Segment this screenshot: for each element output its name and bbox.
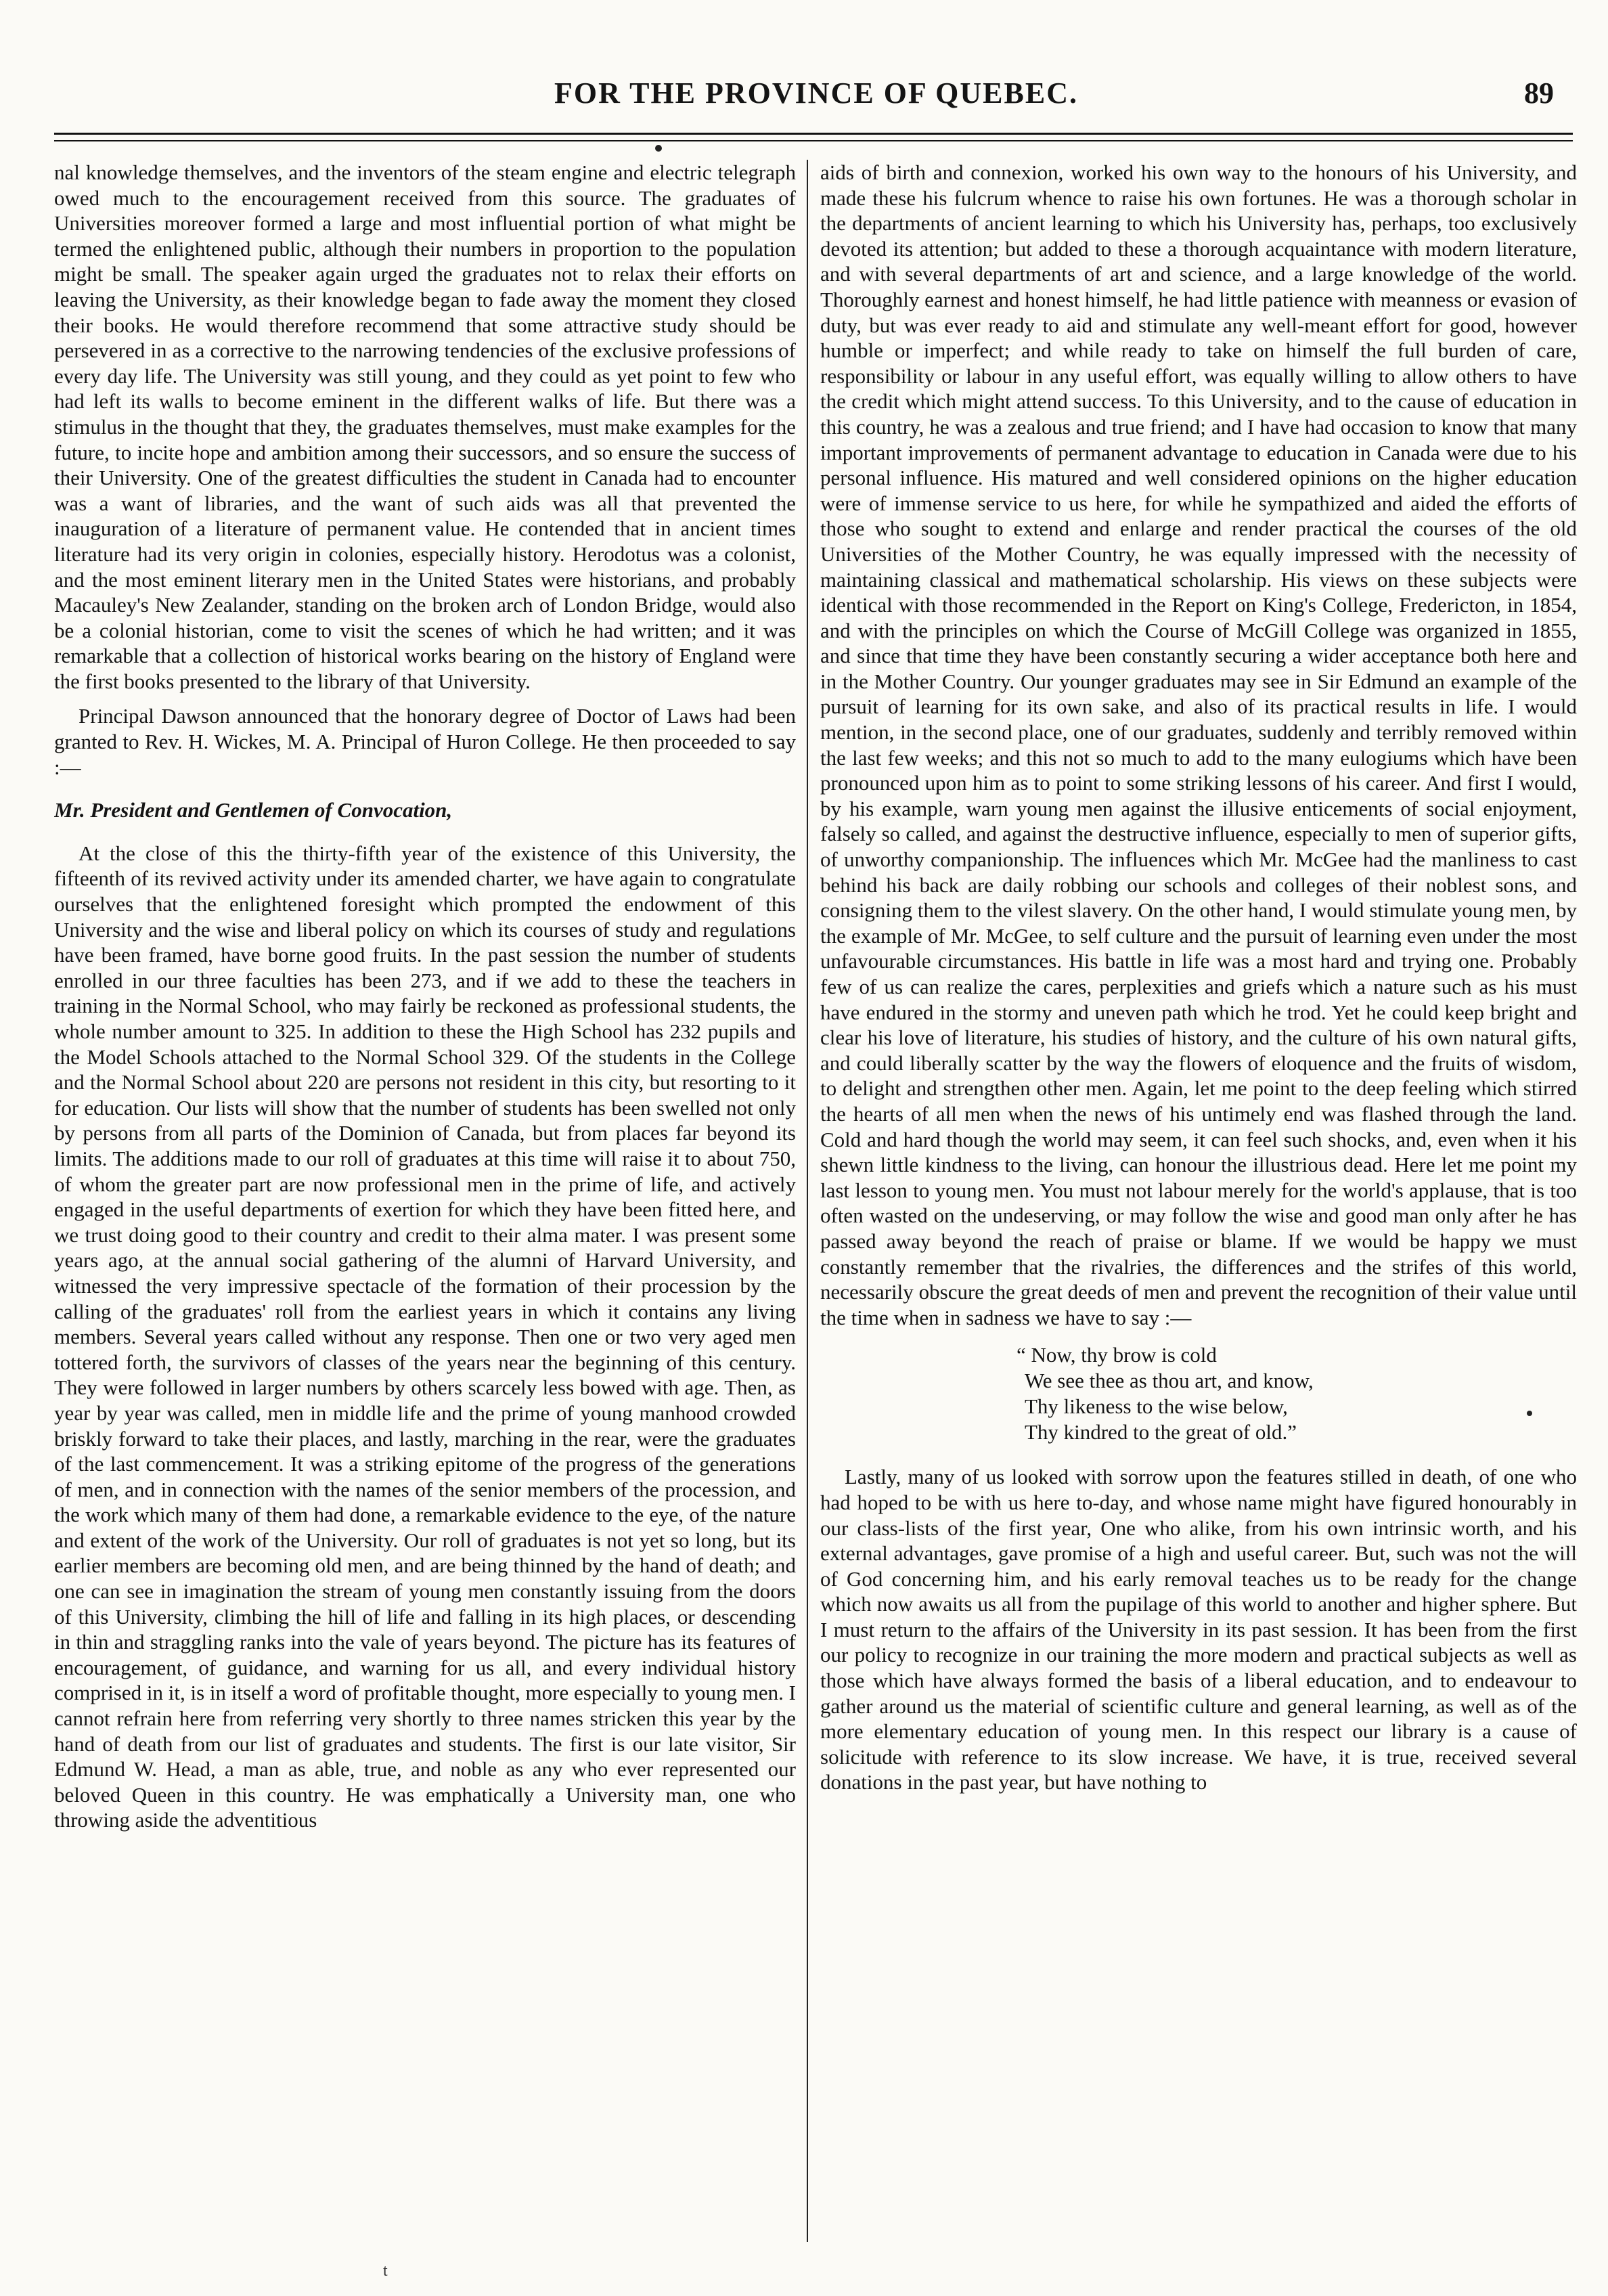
page-number: 89: [1524, 76, 1554, 110]
poem-line: “ Now, thy brow is cold: [1017, 1343, 1217, 1367]
salutation: Mr. President and Gentlemen of Convocation,: [54, 798, 453, 822]
poem-line: Thy likeness to the wise below,: [1025, 1394, 1288, 1419]
left-paragraph-1: nal knowledge themselves, and the inventors of the steam engine and electric telegraph owed much to the encouragement received from this source. The graduates of Universities moreover formed a large and most influential portion of what might be termed the enlightened public, although their numbers in proportion to the population might be small. The speaker again urged the graduates not to relax their efforts on leaving the University, as their knowledge began to fade away the moment they closed their books. He would therefore recommend that some attractive study should be persevered in as a corrective to the narrowing tendencies of the exclusive professions of every day life. The University was still young, and they could as yet point to few who had left its walls to become eminent in the different walks of life. But there was a stimulus in the thought that they, the graduates themselves, must make examples for the future, to incite hope and ambition among their successors, and so ensure the success of their University. One of the greatest difficulties the student in Canada had to encounter was a want of libraries, and the want of such aids was all that prevented the inauguration of a literature of permanent value. He contended that in ancient times literature had its very origin in colonies, especially history. Herodotus was a colonist, and the most eminent literary men in the United States were historians, and probably Macauley's New Zealander, standing on the broken arch of London Bridge, would also be a colonial historian, come to visit the scenes of which he had written; and it was remarkable that a collection of historical works bearing on the history of England were the first books presented to the library of that University.: [54, 160, 796, 693]
page-title: FOR THE PROVINCE OF QUEBEC.: [554, 76, 1078, 110]
right-paragraph-1: aids of birth and connexion, worked his own way to the honours of his University, and made these his fulcrum whence to raise his own fortunes. He was a thorough scholar in the departments of ancient learning to which his University has, perhaps, too exclusively devoted its attention; but added to these a thorough acquaintance with modern literature, and with several departments of art and science, and a large knowledge of the world. Thoroughly earnest and honest himself, he had little patience with meanness or evasion of duty, but was ever ready to aid and stimulate any well-meant effort for good, however humble or imperfect; and while ready to take on himself the full burden of care, responsibility or labour in any useful effort, was equally willing to allow others to have the credit which might attend success. To this University, and to the cause of education in this country, he was a zealous and true friend; and I have had occasion to know that many important improvements of permanent advantage to education in Canada were due to his personal influence. His matured and well considered opinions on the higher education were of immense service to us here, for while he sympathized and aided the efforts of those who sought to extend and enlarge and render practical the courses of the old Universities of the Mother Country, he was equally impressed with the necessity of maintaining classical and mathematical scholarship. His views on these subjects were identical with those recommended in the Report on King's College, Fredericton, in 1854, and with the principles on which the Course of McGill College was organized in 1855, and since that time they have been constantly securing a wider acceptance both here and in the Mother Country. Our younger graduates may see in Sir Edmund an example of the pursuit of learning for its own sake, and also of its practical results in life. I would mention, in the second place, one of our graduates, suddenly and terribly removed within the last few weeks; and this not so much to add to the many eulogiums which have been pronounced upon him as to point to some striking lessons of his career. And first I would, by his example, warn young men against the illusive enticements of social enjoyment, falsely so called, and against the destructive influence, especially to men of superior gifts, of unworthy companionship. The influences which Mr. McGee had the manliness to cast behind his back are daily robbing our schools and colleges of their noblest sons, and consigning them to the vilest slavery. On the other hand, I would stimulate young men, by the example of Mr. McGee, to self culture and the pursuit of learning even under the most unfavourable circumstances. His battle in life was a most hard and trying one. Probably few of us can realize the cares, perplexities and griefs which a nature such as his must have endured in the stormy and uneven path which he trod. Yet he could keep bright and clear his love of literature, his studies of history, and the culture of his own natural gifts, and could liberally scatter by the way the flowers of eloquence and the fruits of wisdom, to delight and strengthen other men. Again, let me point to the deep feeling which stirred the hearts of all men when the news of his untimely end was flashed through the land. Cold and hard though the world may seem, it can feel such shocks, and, even when it his shewn little kindness to the living, can honour the illustrious dead. Here let me point my last lesson to young men. You must not labour merely for the world's applause, that is too often wasted on the undeserving, or may follow the wise and good man only after he has passed away beyond the reach of praise or blame. If we would be happy we must constantly remember that the rivalries, the differences and the strifes of this world, necessarily obscure the great deeds of men and prevent the recognition of their value until the time when in sadness we have to say :—: [820, 160, 1577, 1329]
footer-mark: t: [383, 2262, 388, 2280]
poem-quote: [820, 1342, 1577, 1445]
left-paragraph-2: Principal Dawson announced that the honorary degree of Doctor of Laws had been granted to Rev. H. Wickes, M. A. Principal of Huron College. He then proceeded to say :—: [54, 704, 796, 779]
poem-line: Thy kindred to the great of old.”: [1025, 1420, 1297, 1444]
header-rule: [54, 133, 1573, 141]
running-head: [65, 76, 1567, 123]
column-divider: [807, 160, 808, 2242]
right-paragraph-2: Lastly, many of us looked with sorrow upon the features stilled in death, of one who had hoped to be with us here to-day, and whose name might have figured honourably in our class-lists of the first year, One who alike, from his own intrinsic worth, and his external advantages, gave promise of a high and useful career. But, such was not the will of God concerning him, and his early removal teaches us to be ready for the change which now awaits us all from the pupilage of this world to another and higher sphere. But I must return to the affairs of the University in its past session. It has been from the first our policy to recognize in our training the more modern and practical subjects as well as those which have always formed the basis of a liberal education, and to endeavour to gather around us the material of scientific culture and general learning, as well as of the more elementary education of young men. In this respect our library is a cause of solicitude with reference to its slow increase. We have, it is true, received several donations in the past year, but have nothing to: [820, 1465, 1577, 1794]
left-paragraph-3: At the close of this the thirty-fifth year of the existence of this University, the fifteenth of its revived activity under its amended charter, we have again to congratulate ourselves that the enlightened foresight which prompted the endowment of this University and the wise and liberal policy on which its courses of study and regulations have been framed, have borne good fruits. In the past session the number of students enrolled in our three faculties has been 273, and if we add to these the teachers in training in the Normal School, who may fairly be reckoned as professional students, the whole number amount to 325. In addition to these the High School has 232 pupils and the Model Schools attached to the Normal School 329. Of the students in the College and the Normal School about 220 are persons not resident in this city, but resorting to it for education. Our lists will show that the number of students has been swelled not only by persons from all parts of the Dominion of Canada, but from places far beyond its limits. The additions made to our roll of graduates at this time will raise it to about 750, of whom the greater part are now professional men in the prime of life, and actively engaged in the useful departments of exertion for which they have been fitted here, and we trust doing good to their country and credit to their alma mater. I was present some years ago, at the annual social gathering of the alumni of Harvard University, and witnessed the very impressive spectacle of the formation of their procession by the calling of the graduates' roll from the earliest years in which it contains any living members. Several years called without any response. Then one or two very aged men tottered forth, the survivors of classes of the years near the beginning of this century. They were followed in larger numbers by others scarcely less bowed with age. Then, as year by year was called, men in middle life and the prime of young manhood crowded briskly forward to take their places, and lastly, marching in the rear, were the graduates of the last commencement. It was a striking epitome of the progress of the generations of men, and in connection with the names of the senior members of the procession, and the work which many of them had done, a remarkable evidence to the eye, of the nature and extent of the work of the University. Our roll of graduates is not yet so long, but its earlier members are becoming old men, and are being thinned by the hand of death; and one can see in imagination the stream of young men constantly issuing from the doors of this University, climbing the hill of life and falling in its high places, or descending in thin and straggling ranks into the vale of years beyond. The picture has its features of encouragement, of guidance, and warning for us all, and every individual history comprised in it, is in itself a word of profitable thought, more especially to young men. I cannot refrain here from referring very shortly to three names stricken this year by the hand of death from our list of graduates and students. The first is our late visitor, Sir Edmund W. Head, a man as able, true, and noble as any who ever represented our beloved Queen in this country. He was emphatically a University man, one who throwing aside the adventitious: [54, 841, 796, 1832]
right-column: [820, 160, 1577, 2255]
left-column: [54, 160, 796, 2255]
ornament-dot: [655, 145, 662, 152]
poem-line: We see thee as thou art, and know,: [1025, 1369, 1314, 1393]
ornament-dot: [1527, 1411, 1532, 1416]
